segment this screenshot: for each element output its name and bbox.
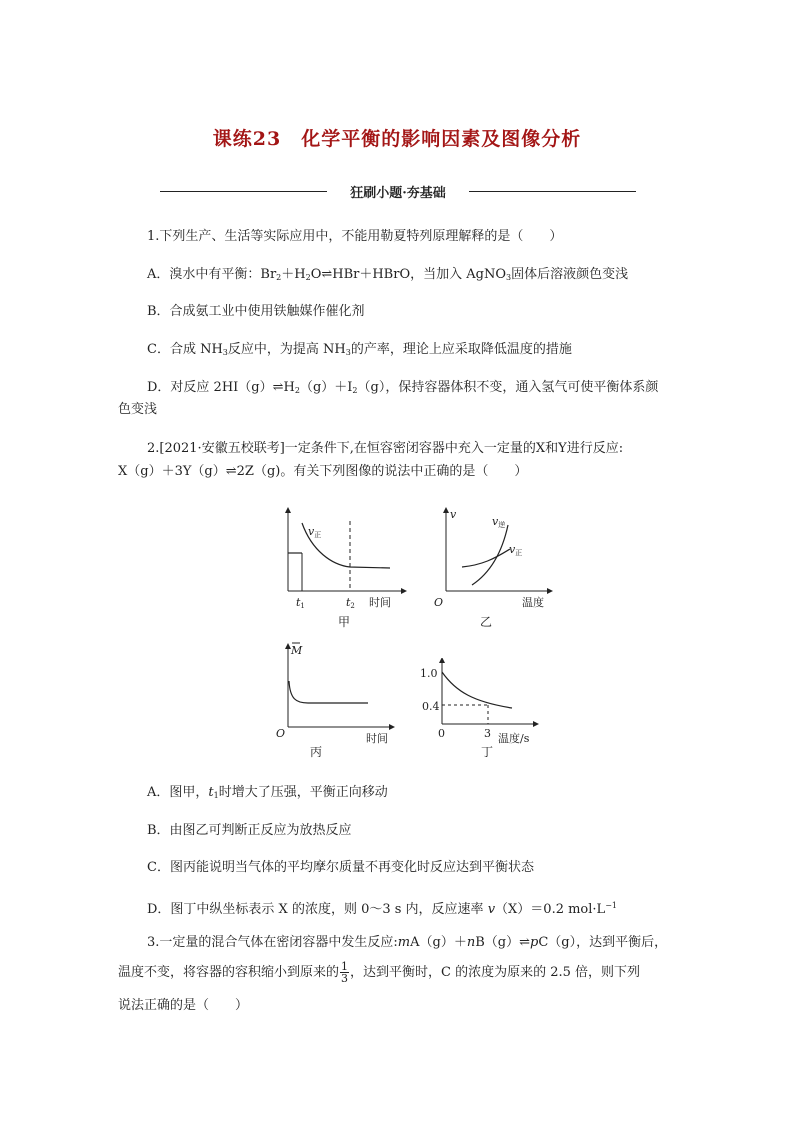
bing-origin: O [276,727,286,740]
q2-stem-line2: X（g）＋3Y（g）⇌2Z（g)。有关下列图像的说法中正确的是（ ） [118,464,528,479]
yi-curve1-label: v逆 [492,515,506,529]
jia-v-label: v正 [308,525,322,539]
q2-stem-line1: 2.[2021·安徽五校联考]一定条件下,在恒容密闭容器中充入一定量的X和Y进行反应: [147,441,624,456]
q3-stem-line2: 温度不变，将容器的容积缩小到原来的 $\frac{1}{3}$ ，达到平衡时，C 的浓度为原来的 2.5 倍，则下列 [118,960,641,985]
q1-option-b: B．合成氨工业中使用铁触媒作催化剂 [147,304,365,319]
q1-option-d-cont: 色变浅 [118,402,158,417]
jia-v-curve [302,523,390,568]
q2-option-b: B．由图乙可判断正反应为放热反应 [147,823,352,838]
q2-option-c: C．图丙能说明当气体的平均摩尔质量不再变化时反应达到平衡状态 [147,860,534,875]
bing-m-curve [289,681,368,703]
figure-bing [272,637,402,763]
yi-curve2-label: v正 [509,543,523,557]
jia-x-label: 时间 [369,596,391,609]
ding-x0-label: 0 [438,727,445,740]
section-header [160,182,636,202]
q1-option-d: D．对反应 $2HI(g)\rightleftharpoons H_2(g)+I_2(g)$，保持容器体积不变，通入氢气可使平衡体系颜 [147,380,659,395]
figure-ding [418,658,548,766]
fraction-one-third: $\frac{1}{3}$ [341,960,349,985]
q1-option-c: C．合成 $NH_3$反应中，为提高 $NH_3$的产率，理论上应采取降低温度的措施 [147,342,572,357]
q2-option-a: A．图甲，$t_1$时增大了压强，平衡正向移动 [147,785,388,800]
jia-t1-label: t1 [296,596,305,610]
ding-y-mid-label: 0.4 [422,700,440,713]
bing-x-label: 时间 [366,732,388,745]
jia-t2-label: t2 [346,596,355,610]
jia-caption: 甲 [338,615,351,629]
yi-y-label: v [450,508,457,521]
q1-stem: 1.下列生产、生活等实际应用中，不能用勒夏特列原理解释的是（ ） [147,229,563,244]
yi-origin: O [434,596,444,609]
figure-yi [432,505,562,631]
bing-caption: 丙 [310,745,323,759]
ding-y-top-label: 1.0 [420,667,438,680]
page-title: 课练23 化学平衡的影响因素及图像分析 [212,128,582,150]
yi-caption: 乙 [480,615,493,629]
yi-v-forward-curve [462,549,510,567]
section-rule-right [469,191,636,192]
section-label: 狂刷小题·夯基础 [350,186,446,201]
q2-option-d: D．图丁中纵坐标表示 X 的浓度，则 0～3 s 内，反应速率 v（X）＝0.2 $mol\cdot L^{-1}$ [147,901,617,917]
yi-x-label: 温度 [522,596,544,609]
q3-stem-line3: 说法正确的是（ ） [118,998,249,1013]
q3-stem-line1: 3.一定量的混合气体在密闭容器中发生反应:mA（g）＋nB（g）⇌pC（g），达到平衡后， [147,935,668,950]
ding-x-curve [442,672,512,708]
ding-caption: 丁 [481,745,494,759]
ding-x-label: 温度/s [498,732,530,745]
bing-y-label: M [291,644,303,657]
section-rule-left [160,191,327,192]
figure-jia [280,505,410,631]
ding-x3-label: 3 [484,727,491,740]
yi-v-reverse-curve [472,525,508,585]
q1-option-a: A．溴水中有平衡：$Br_2+H_2O\rightleftharpoons HBr+HBrO$，当加入 AgNO$_3$固体后溶液颜色变浅 [147,267,629,282]
